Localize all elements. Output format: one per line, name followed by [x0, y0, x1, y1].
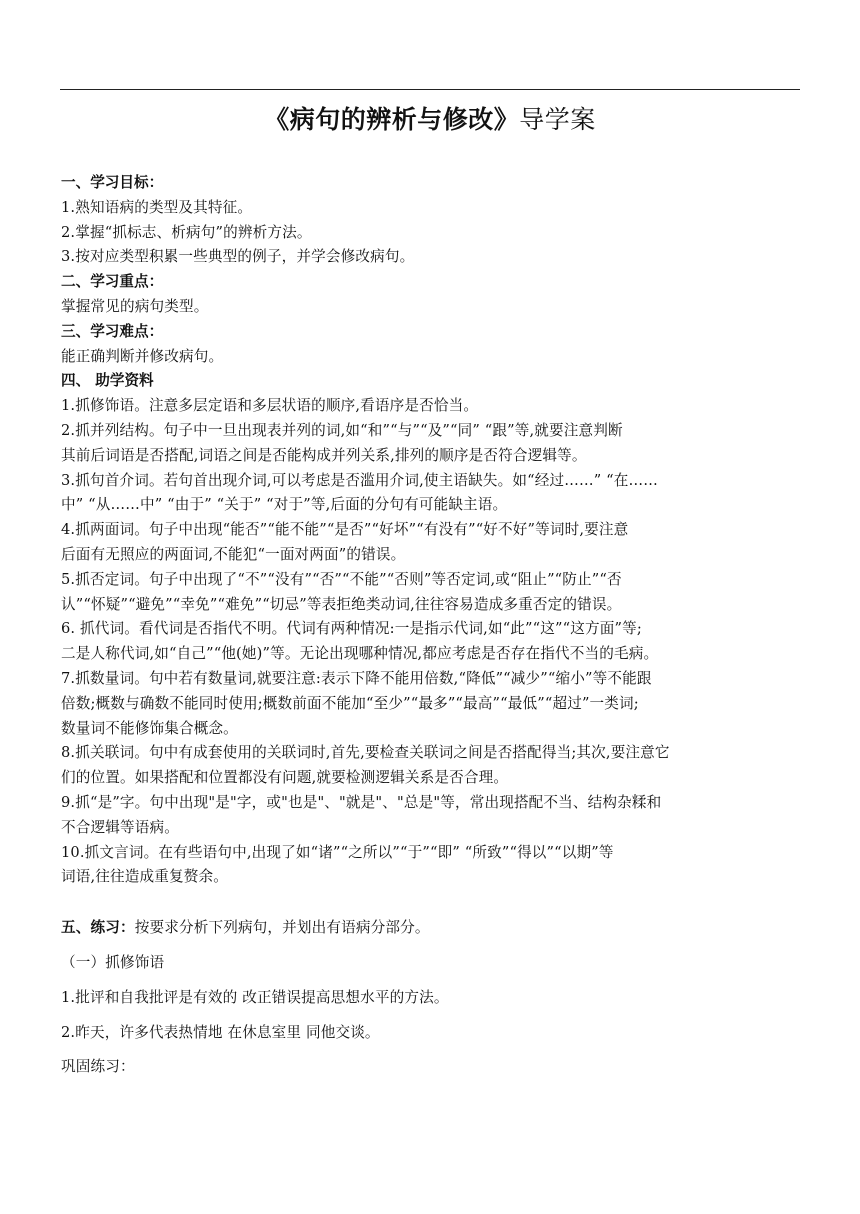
objective-item-1: 1.熟知语病的类型及其特征。 [61, 198, 253, 216]
reference-line: 其前后词语是否搭配,词语之间是否能构成并列关系,排列的顺序是否符合逻辑等。 [61, 446, 587, 464]
reference-line: 不合逻辑等语病。 [61, 818, 179, 836]
exercise-item-1: 1.批评和自我批评是有效的 改正错误提高思想水平的方法。 [61, 988, 449, 1006]
reference-line: 10.抓文言词。在有些语句中,出现了如“诸”“之所以”“于”“即” “所致”“得以”“以期”等 [61, 843, 614, 861]
reference-line: 二是人称代词,如“自己”“他(她)”等。无论出现哪种情况,都应考虑是否存在指代不当的毛病。 [61, 645, 659, 663]
section-2-heading: 二、学习重点： [61, 273, 164, 291]
reference-line: 8.抓关联词。句中有成套使用的关联词时,首先,要检查关联词之间是否搭配得当;其次,要注意它 [61, 744, 670, 762]
reference-line: 们的位置。如果搭配和位置都没有问题,就要检测逻辑关系是否合理。 [61, 769, 509, 787]
section-5-heading: 五、练习： [61, 919, 135, 937]
document-body [61, 171, 799, 1080]
reference-line: 中” “从……中” “由于” “关于” “对于”等,后面的分句有可能缺主语。 [61, 496, 508, 514]
reference-line: 3.抓句首介词。若句首出现介词,可以考虑是否滥用介词,使主语缺失。如“经过……” “在…… [61, 471, 658, 489]
section-5-line [61, 916, 799, 941]
section-4-heading: 四、 助学资料 [61, 372, 154, 390]
reference-line: 2.抓并列结构。句子中一旦出现表并列的词,如“和”“与”“及”“同” “跟”等,就要注意判断 [61, 421, 623, 439]
reference-line: 4.抓两面词。句子中出现“能否”“能不能”“是否”“好坏”“有没有”“好不好”等词时,要注意 [61, 521, 629, 539]
reference-line: 9.抓“是”字。句中出现"是"字，或"也是"、"就是"、"总是"等，常出现搭配不当、结构杂糅和 [61, 793, 662, 811]
objective-item-2: 2.掌握“抓标志、析病句”的辨析方法。 [61, 223, 312, 241]
objective-item-3: 3.按对应类型积累一些典型的例子，并学会修改病句。 [61, 248, 415, 266]
page-title [0, 100, 860, 136]
difficulty-text: 能正确判断并修改病句。 [61, 347, 224, 365]
consolidation-label: 巩固练习： [61, 1058, 135, 1076]
exercise-subheading: （一）抓修饰语 [61, 953, 165, 971]
spacer [61, 890, 799, 916]
title-normal-part: 导学案 [519, 105, 596, 134]
exercise-item-2: 2.昨天，许多代表热情地 在休息室里 同他交谈。 [61, 1023, 380, 1041]
section-1-heading: 一、学习目标： [61, 174, 164, 191]
reference-line: 认”“怀疑”“避免”“幸免”“难免”“切忌”等表拒绝类动词,往往容易造成多重否定的错误。 [61, 595, 622, 613]
reference-line: 倍数;概数与确数不能同时使用;概数前面不能加“至少”“最多”“最高”“最低”“超过”一类词; [61, 694, 639, 712]
reference-line: 5.抓否定词。句子中出现了“不”“没有”“否”“不能”“否则”等否定词,或“阻止”“防止”“否 [61, 570, 622, 588]
key-point-text: 掌握常见的病句类型。 [61, 297, 209, 315]
section-3-heading: 三、学习难点： [61, 322, 164, 340]
reference-line: 数量词不能修饰集合概念。 [61, 719, 238, 737]
reference-line: 后面有无照应的两面词,不能犯“一面对两面”的错误。 [61, 545, 406, 563]
reference-line: 词语,往往造成重复赘余。 [61, 868, 228, 886]
section-5-instruction: 按要求分析下列病句，并划出有语病分部分。 [134, 919, 430, 937]
reference-line: 6. 抓代词。看代词是否指代不明。代词有两种情况:一是指示代词,如“此”“这”“这方面”等; [61, 620, 642, 638]
reference-line: 7.抓数量词。句中若有数量词,就要注意:表示下降不能用倍数,“降低”“减少”“缩小”等不能跟 [61, 669, 652, 687]
title-bold-part: 《病句的辨析与修改》 [264, 105, 520, 134]
reference-line: 1.抓修饰语。注意多层定语和多层状语的顺序,看语序是否恰当。 [61, 397, 479, 415]
header-rule [60, 89, 800, 90]
